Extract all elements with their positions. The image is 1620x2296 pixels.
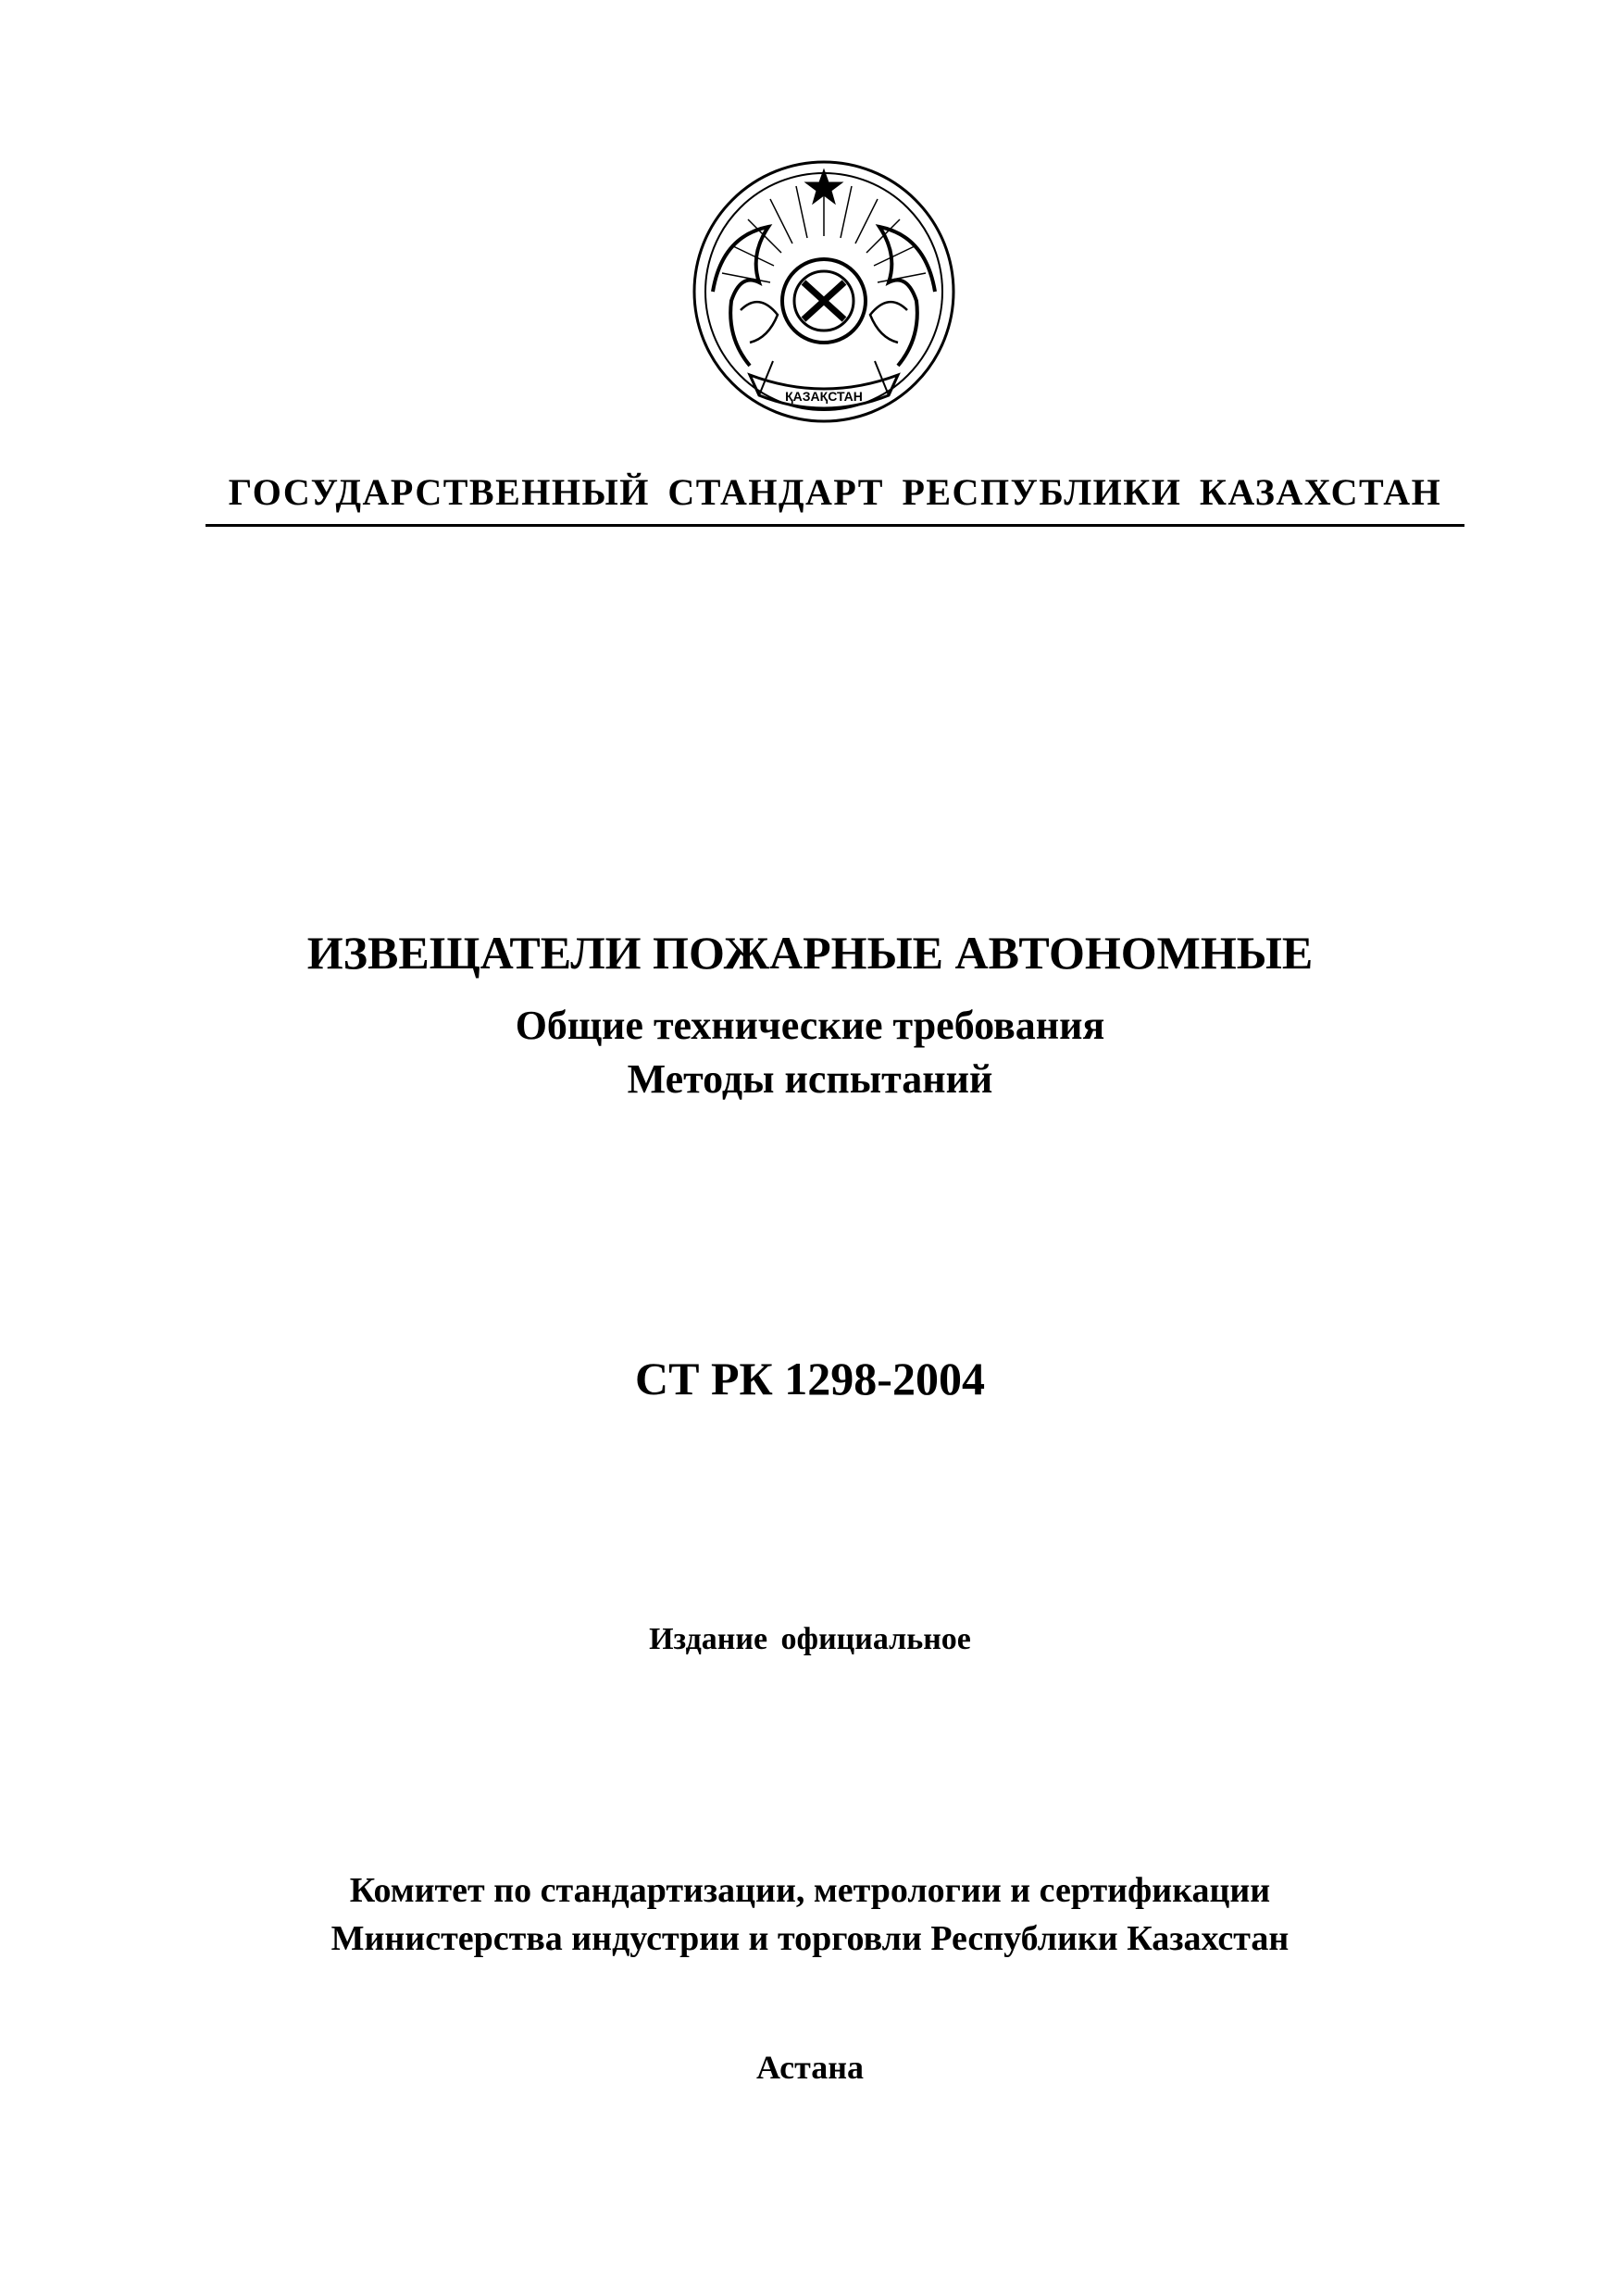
publisher-line-1: Комитет по стандартизации, метрологии и сертификации: [349, 1871, 1271, 1910]
emblem-text: ҚАЗАҚСТАН: [785, 389, 863, 404]
standard-code: СТ РК 1298-2004: [635, 1353, 985, 1404]
document-subtitle-2: Методы испытаний: [627, 1056, 993, 1102]
state-emblem-icon: [685, 153, 963, 440]
document-subtitle-1: Общие технические требования: [515, 1003, 1105, 1048]
header-divider: [206, 524, 1464, 527]
publisher-line-2: Министерства индустрии и торговли Республики Казахстан: [330, 1919, 1290, 1958]
publication-city: Астана: [756, 2049, 864, 2086]
header-title: ГОСУДАРСТВЕННЫЙ СТАНДАРТ РЕСПУБЛИКИ КАЗАХСТАН: [228, 471, 1442, 513]
edition-label: Издание официальное: [649, 1622, 971, 1656]
document-title: ИЗВЕЩАТЕЛИ ПОЖАРНЫЕ АВТОНОМНЫЕ: [306, 927, 1314, 979]
